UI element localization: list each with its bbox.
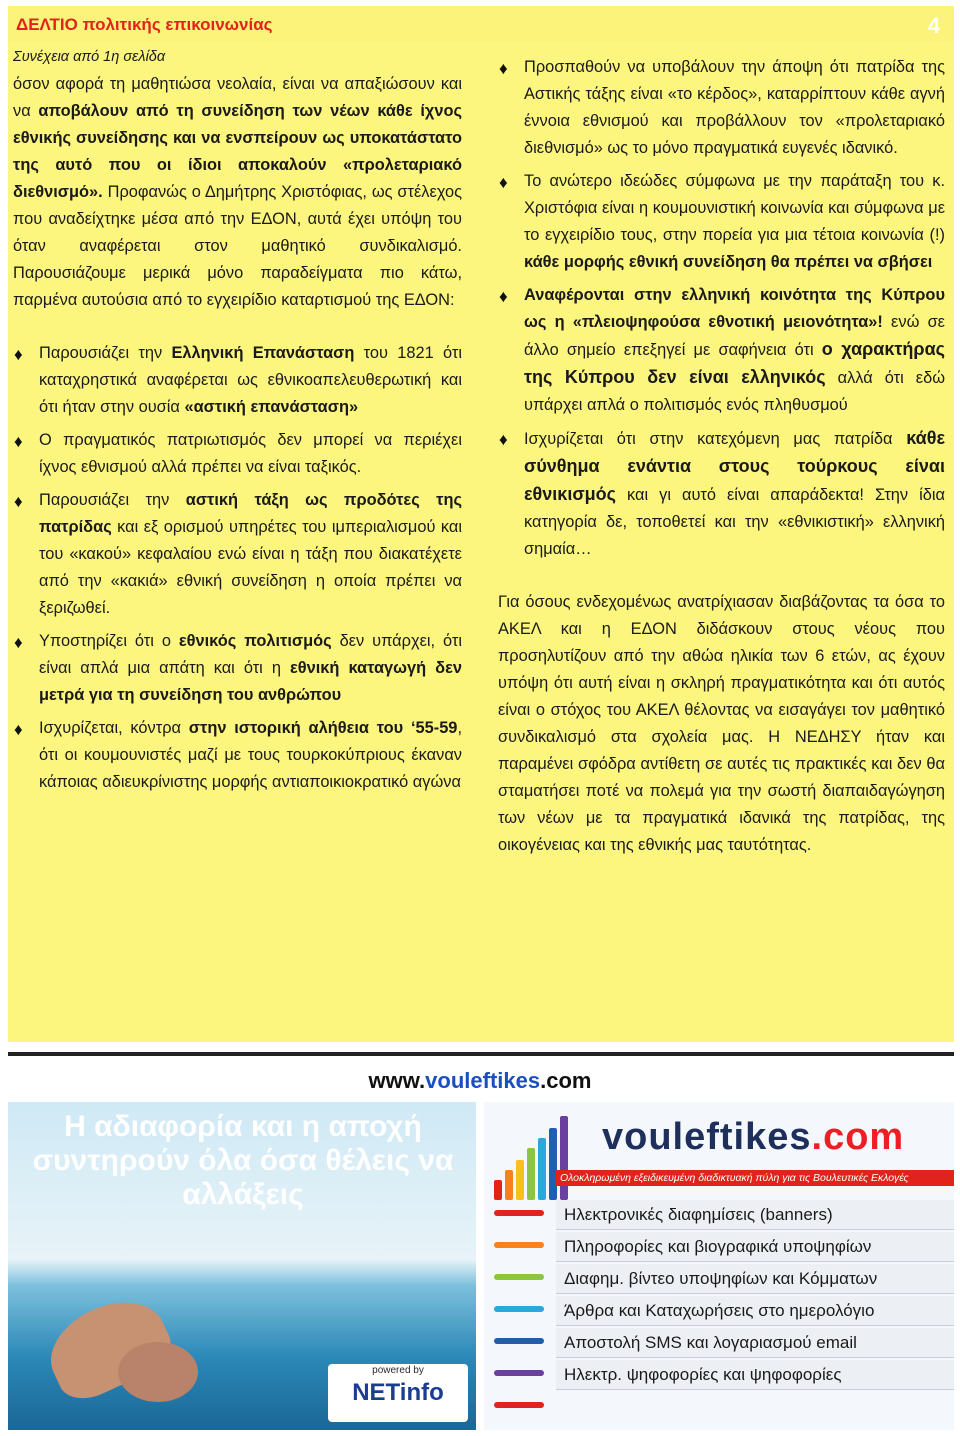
body-text: Ο πραγματικός πατριωτισμός δεν μπορεί να περιέχει ίχνος εθνισμού αλλά πρέπει να είναι ταξικός. [39,431,462,476]
ad-menu-list [556,1200,954,1392]
emphasized-text: αστική τάξη ως προδότες της πατρίδας [39,491,462,536]
body-text: και γι αυτό είναι απαράδεκτα! Στην ίδια κατηγορία δε, τοποθετεί και την «εθνικιστική» ελληνική σημαία… [524,486,945,558]
page-number: 4 [927,13,940,38]
netinfo-logo: NETinfo [352,1379,444,1406]
bullet-item [498,54,945,162]
emphasized-text: εθνική καταγωγή δεν μετρά για τη συνείδηση του ανθρώπου [39,659,462,704]
body-text: του 1821 ότι καταχρηστικά αναφέρεται ως εθνικοαπελευθερωτική και ότι ήταν στην ουσία [39,344,462,416]
emphasized-text: «αστική επανάσταση» [184,398,359,416]
diamond-bullet-icon: ♦ [499,430,508,449]
right-column [498,54,945,859]
ad-banner-abstention[interactable] [8,1102,476,1430]
body-text: Παρουσιάζει την [39,491,186,509]
body-text: αλλά ότι εδώ υπάρχει απλά ο πολιτισμός ενός πληθυσμού [524,369,946,414]
diamond-bullet-icon: ♦ [14,492,23,511]
left-bullet-list [13,340,462,796]
closing-paragraph: Για όσους ενδεχομένως ανατρίχιασαν διαβάζοντας τα όσα το ΑΚΕΛ και η ΕΔΟΝ διδάσκουν στους νέους που προσηλυτίζουν από την αθώα ηλικία των 6 ετών, ας έχουν υπόψη ότι αυτή είναι η σκληρή πραγματικότητα και ότι αυτός είναι ο στόχος του ΑΚΕΛ θέλοντας να εισαγάγει τον μαθητικό συνδικαλισμό στα σχολεία μας. Η ΝΕΔΗΣΥ ήταν και παραμένει σφόδρα αντίθετη σε αυτές τις πρακτικές και δεν θα σταματήσει ποτέ να πολεμά για την σωστή διαπαιδαγώγηση των νέων με τα πραγματικά ιδανικά της πατρίδας, της οικογένειας και της εθνικής μας ταυτότητας. [498,593,945,854]
powered-by-badge [328,1364,468,1422]
bullet-item [13,715,462,796]
emphasized-text: Ελληνική Επανάσταση [171,344,355,362]
diamond-bullet-icon: ♦ [14,345,23,364]
bullet-item [13,340,462,421]
body-text: Παρουσιάζει την [39,344,172,362]
ad-menu-item: Αποστολή SMS και λογαριασμού email [556,1328,954,1358]
vouleftikes-logo: vouleftikes.com [602,1116,905,1158]
feet-image-part [118,1342,198,1402]
body-text: Ισχυρίζεται, κόντρα [39,719,189,737]
cables-icon [484,1200,554,1430]
emphasized-text: κάθε σύνθημα ενάντια στους τούρκους είναι εθνικισμός [524,428,945,504]
bullet-item [498,168,945,276]
body-text: Ισχυρίζεται ότι στην κατεχόμενη μας πατρίδα [524,430,907,448]
emphasized-text: κάθε μορφής εθνική συνείδηση θα πρέπει να σβήσει [524,253,933,271]
emphasized-text: εθνικός πολιτισμός [178,632,332,650]
right-bullet-list [498,54,945,563]
body-text: και εξ ορισμού υπηρέτες του ιμπεριαλισμού και του «κακού» κεφαλαίου ενώ είναι η τάξη που διακατέχετε από την «κακιά» εθνική συνείδηση η οποία πρέπει να ξεριζωθεί. [39,518,462,617]
divider-rule [8,1052,954,1056]
powered-by-label: powered by [372,1365,424,1376]
footer-url[interactable]: www.vouleftikes.com [368,1068,592,1093]
bullet-item [13,487,462,622]
diamond-bullet-icon: ♦ [14,432,23,451]
page-header [8,6,954,42]
body-text: Υποστηρίζει ότι ο [39,632,179,650]
continuation-note: Συνέχεια από 1η σελίδα [13,49,166,65]
bullet-item [13,427,462,481]
bar-graphic-icon [494,1110,594,1200]
body-text: όσον αφορά τη μαθητιώσα νεολαία, είναι να απαξιώσουν και να [13,75,462,120]
header-title: ΔΕΛΤΙΟ πολιτικής επικοινωνίας [16,15,273,34]
ad-menu-item: Άρθρα και Καταχωρήσεις στο ημερολόγιο [556,1296,954,1326]
intro-paragraph [13,71,462,314]
diamond-bullet-icon: ♦ [14,720,23,739]
ad-menu-item: Ηλεκτρ. ψηφοφορίες και ψηφοφορίες [556,1360,954,1390]
body-text: Το ανώτερο ιδεώδες σύμφωνα με την παράταξη του κ. Χριστόφια είναι η κουμουνιστική κοινωνία και σύμφωνα με το εγχειρίδιο τους, στην πορεία για μια τέτοια κοινωνία (!) [524,172,945,244]
emphasized-text: στην ιστορική αλήθεια του ‘55-59 [188,719,458,737]
emphasized-text: αποβάλουν από τη συνείδηση των νέων κάθε ίχνος εθνικής συνείδησης και να ενσπείρουν ως υποκατάστατο της αυτό που οι ίδιοι αποκαλούν «προλεταριακό διεθνισμό». [13,102,462,201]
ad-banner-vouleftikes[interactable] [484,1102,954,1430]
ad-menu-item: Διαφημ. βίντεο υποψηφίων και Κόμματων [556,1264,954,1294]
ad-slogan: Η αδιαφορία και η αποχή συντηρούν όλα όσα θέλεις να αλλάξεις [32,1110,454,1211]
diamond-bullet-icon: ♦ [499,173,508,192]
diamond-bullet-icon: ♦ [499,59,508,78]
bullet-item [498,282,945,419]
body-text: Προσπαθούν να υποβάλουν την άποψη ότι πατρίδα της Αστικής τάξης είναι «το κέρδος», καταρρίπτουν κάθε αγνή έννοια εθνισμού και προβάλλουν τον «προλεταριακό διεθνισμό» ως το μόνο πραγματικά ευγενές ιδανικό. [524,58,945,157]
body-text: ενώ σε άλλο σημείο επεξηγεί με σαφήνεια ότι [524,313,945,359]
diamond-bullet-icon: ♦ [14,633,23,652]
body-text: , ότι οι κουμουνιστές μαζί με τους τουρκοκύπριους έκαναν κάποιας αδιευκρίνιστης μορφής αντιαποικιοκρατικό αγώνα [39,719,462,791]
body-text: δεν υπάρχει, ότι είναι απλά μια απάτη και ότι η [39,632,463,677]
emphasized-text: Αναφέρονται στην ελληνική κοινότητα της Κύπρου ως η «πλειοψηφούσα εθνοτική μειονότητα»! [524,286,945,331]
bullet-item [498,425,945,563]
body-text: Προφανώς ο Δημήτρης Χριστόφιας, ως στέλεχος που αναδείχτηκε μέσα από την ΕΔΟΝ, αυτά έχει υπόψη του όταν αναφέρεται στον μαθητικό συνδικαλισμό. Παρουσιάζουμε μερικά μόνο παραδείγματα πιο κάτω, παρμένα αυτούσια από το εγχειρίδιο καταρτισμού της ΕΔΟΝ: [13,183,462,309]
left-column [13,47,462,802]
diamond-bullet-icon: ♦ [499,287,508,306]
ad-tagline: Ολοκληρωμένη εξειδικευμένη διαδικτυακή πύλη για τις Βουλευτικές Εκλογές [556,1170,954,1186]
ad-menu-item: Ηλεκτρονικές διαφημίσεις (banners) [556,1200,954,1230]
bullet-item [13,628,462,709]
ad-menu-item: Πληροφορίες και βιογραφικά υποψηφίων [556,1232,954,1262]
emphasized-text: ο χαρακτήρας της Κύπρου δεν είναι ελληνικός [524,339,945,387]
